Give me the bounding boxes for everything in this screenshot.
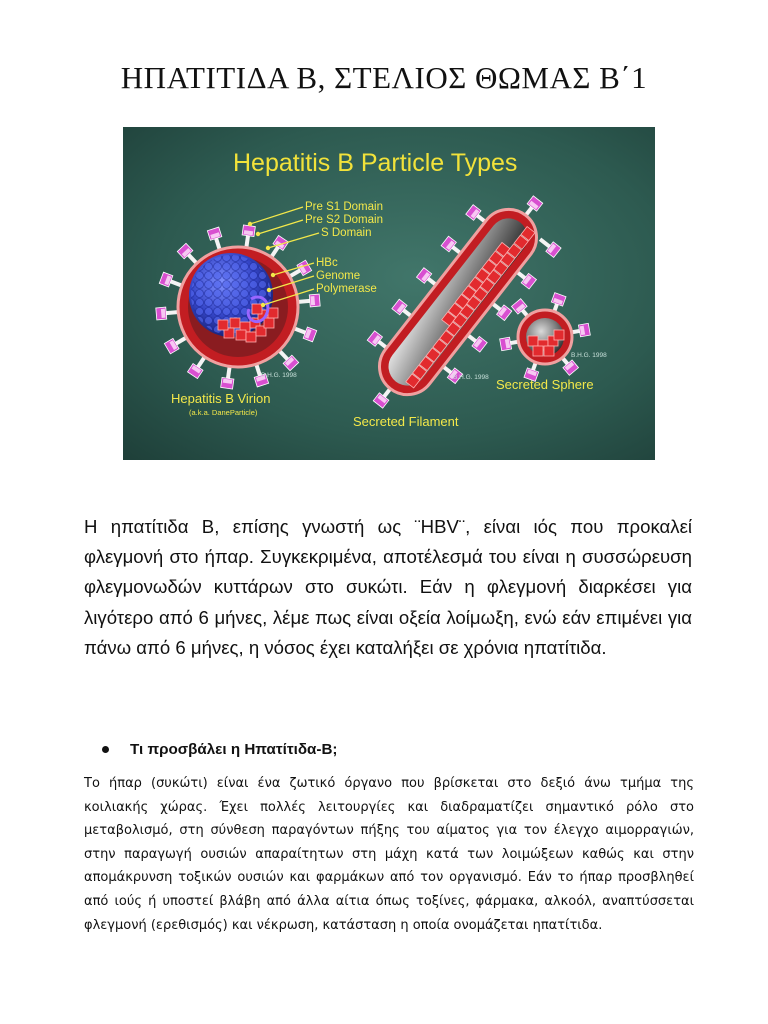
sphere-red-block bbox=[554, 330, 564, 340]
section-heading bbox=[102, 741, 337, 758]
sphere-red-block bbox=[544, 346, 554, 356]
spike-head-highlight bbox=[161, 309, 166, 318]
credit-virion: B.H.G. 1998 bbox=[261, 372, 297, 379]
sphere-red-block bbox=[533, 346, 543, 356]
spike-head bbox=[500, 337, 512, 351]
spike-head bbox=[578, 323, 590, 337]
virion-red-block bbox=[246, 332, 256, 342]
label-dane-particle: (a.k.a. DaneParticle) bbox=[189, 408, 258, 417]
virion-red-block bbox=[252, 304, 262, 314]
virion-red-block bbox=[268, 308, 278, 318]
bullet-icon bbox=[102, 746, 109, 753]
virion-red-block bbox=[264, 318, 274, 328]
label-secreted-sphere: Secreted Sphere bbox=[496, 377, 594, 392]
spike-head bbox=[242, 225, 255, 237]
spike-head-highlight bbox=[310, 296, 315, 305]
label-s-domain: S Domain bbox=[321, 227, 372, 239]
credit-sphere: B.H.G. 1998 bbox=[571, 352, 607, 359]
virion-red-block bbox=[218, 320, 228, 330]
label-genome: Genome bbox=[316, 270, 361, 282]
section-heading-text: Τι προσβάλει η Ηπατίτιδα-Β; bbox=[130, 741, 338, 758]
intro-paragraph: Η ηπατίτιδα Β, επίσης γνωστή ως ¨HBV¨, είναι ιός που προκαλεί φλεγμονή στο ήπαρ. Συγκεκριμένα, αποτέλεσμά του είναι η συσσώρευση φλεγμονωδών κυττάρων στο συκώτι. Εάν η φλεγμονή διαρκέσει για λιγότερο από 6 μήνες, λέμε πως είναι οξεία λοίμωξη, ενώ εάν επιμένει για πάνω από 6 μήνες, η νόσος έχει καταλήξει σε χρόνια ηπατίτιδα. bbox=[84, 516, 692, 658]
label-hbc: HBc bbox=[316, 257, 338, 269]
credit-filament: B.H.G. 1998 bbox=[453, 374, 489, 381]
virion-red-block bbox=[230, 318, 240, 328]
section-body-paragraph: Το ήπαρ (συκώτι) είναι ένα ζωτικό όργανο που βρίσκεται στο δεξιό άνω τμήμα της κοιλιακής χώρας. Έχει πολλές λειτουργίες και διαδραματίζει σημαντικό ρόλο στο μεταβολισμό, στη σύνθεση παραγόντων πήξης του αίματος για τον έλεγχο αιμορραγιών, στην παραγωγή ουσιών απαραίτητων στη μάχη κατά των λοιμώξεων καθώς και στην απομάκρυνση τοξικών ουσιών και φαρμάκων από τον οργανισμό. Εάν το ήπαρ προσβληθεί από ιούς ή υποστεί βλάβη από άλλα αίτια όπως τοξίνες, φάρμακα, αλκοόλ, αναπτύσσεται φλεγμονή (ερεθισμός) και νέκρωση, κατάσταση η οποία ονομάζεται ηπατίτιδα. bbox=[84, 776, 694, 933]
label-pre-s1-domain: Pre S1 Domain bbox=[305, 201, 383, 213]
label-polymerase: Polymerase bbox=[316, 283, 377, 295]
label-hepatitis-b-virion: Hepatitis B Virion bbox=[171, 391, 271, 406]
virion-red-block bbox=[236, 330, 246, 340]
label-secreted-filament: Secreted Filament bbox=[353, 414, 459, 429]
label-pre-s2-domain: Pre S2 Domain bbox=[305, 214, 383, 226]
sphere-red-block bbox=[528, 336, 538, 346]
hepatitis-b-particle-types-figure bbox=[123, 127, 655, 460]
page-title: ΗΠΑΤΙΤΙΔΑ Β, ΣΤΕΛΙΟΣ ΘΩΜΑΣ Β΄1 bbox=[120, 60, 648, 95]
figure-title: Hepatitis B Particle Types bbox=[233, 149, 518, 177]
